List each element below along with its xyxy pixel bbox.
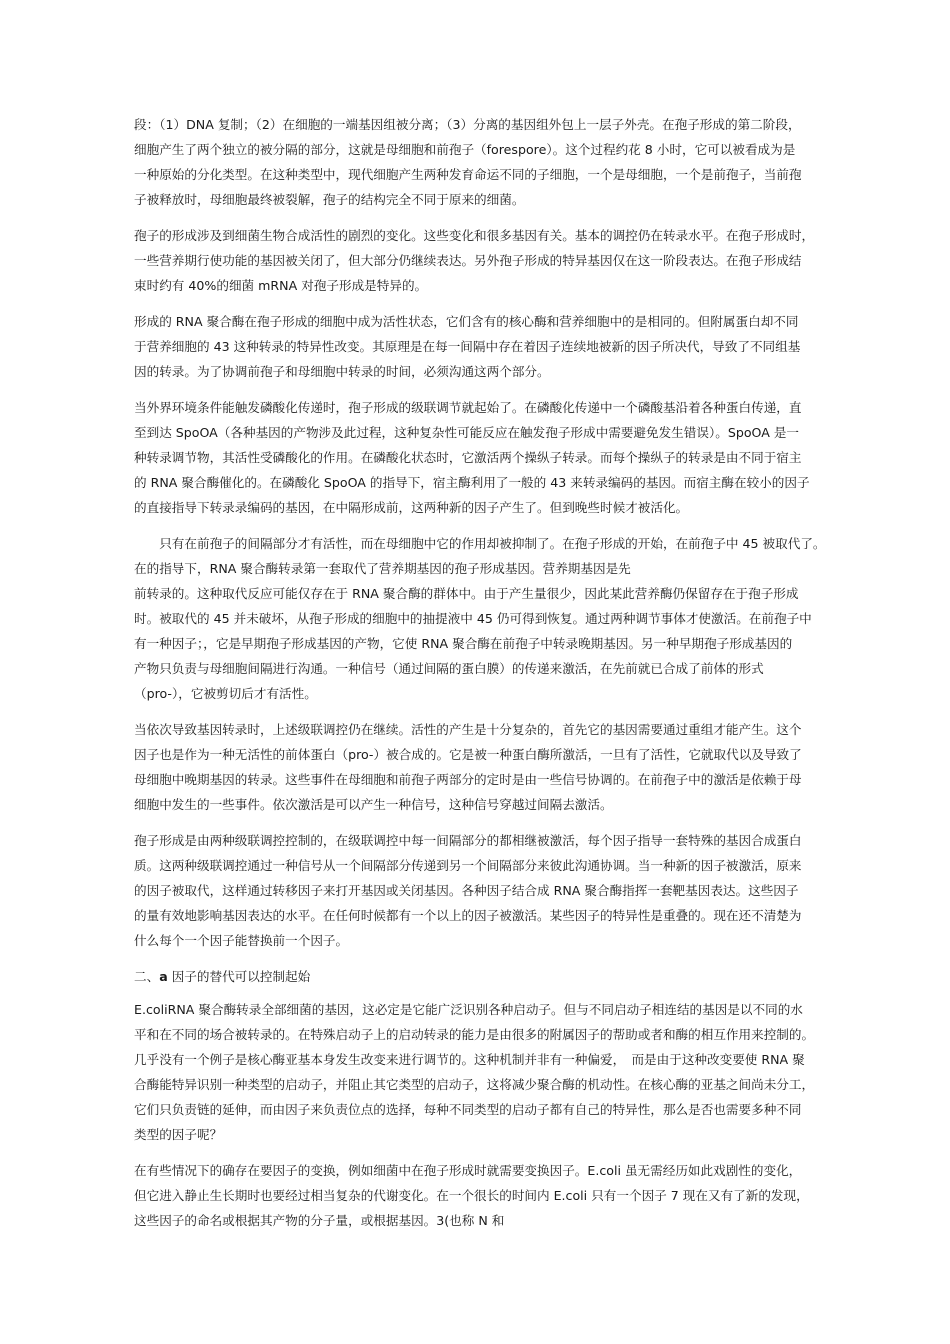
text-line: 的 RNA 聚合酶催化的。在磷酸化 SpoOA 的指导下，宿主酶利用了一般的 43 来转录编码的基因。而宿主酶在较小的因子: [134, 475, 810, 490]
text-line: 子被释放时，母细胞最终被裂解，孢子的结构完全不同于原来的细菌。: [134, 192, 525, 207]
paragraph: [134, 828, 824, 953]
document-page: [134, 112, 824, 1244]
body-text-section-1: [134, 112, 824, 953]
text-line: （pro-），它被剪切后才有活性。: [134, 686, 317, 701]
section-heading: [134, 964, 824, 989]
text-line: 的直接指导下转录录编码的基因，在中隔形成前，这两种新的因子产生了。但到晚些时候才被活化。: [134, 500, 689, 515]
heading-title: 因子的替代可以控制起始: [167, 969, 311, 984]
text-line: 当外界环境条件能触发磷酸化传递时，孢子形成的级联调节就起始了。在磷酸化传递中一个磷酸基沿着各种蛋白传递，直: [134, 400, 802, 415]
text-line: 形成的 RNA 聚合酶在孢子形成的细胞中成为活性状态，它们含有的核心酶和营养细胞中的是相同的。但附属蛋白却不同: [134, 314, 799, 329]
text-line: 细胞产生了两个独立的被分隔的部分，这就是母细胞和前孢子（forespore）。这个过程约花 8 小时，它可以被看成为是: [134, 142, 796, 157]
text-line: 于营养细胞的 43 这种转录的特异性改变。其原理是在每一间隔中存在着因子连续地被新的因子所决代，导致了不同组基: [134, 339, 801, 354]
text-line: 因子也是作为一种无活性的前体蛋白（pro-）被合成的。它是被一种蛋白酶所激活，一旦有了活性，它就取代以及导致了: [134, 747, 802, 762]
text-line: 束时约有 40%的细菌 mRNA 对孢子形成是特异的。: [134, 278, 428, 293]
text-line: 在有些情况下的确存在要因子的变换，例如细菌中在孢子形成时就需要变换因子。E.coli 虽无需经历如此戏剧性的变化，: [134, 1163, 802, 1178]
text-line: 类型的因子呢？: [134, 1127, 223, 1142]
text-line: 什么每个一个因子能替换前一个因子。: [134, 933, 349, 948]
text-line: 只有在前孢子的间隔部分才有活性，而在母细胞中它的作用却被抑制了。在孢子形成的开始，在前孢子中 45 被取代了。: [134, 536, 826, 551]
text-line: 母细胞中晚期基因的转录。这些事件在母细胞和前孢子两部分的定时是由一些信号协调的。在前孢子中的激活是依赖于母: [134, 772, 802, 787]
text-line: 合酶能特异识别一种类型的启动子，并阻止其它类型的启动子，这将减少聚合酶的机动性。在核心酶的亚基之间尚未分工，: [134, 1077, 815, 1092]
text-line: 平和在不同的场合被转录的。在特殊启动子上的启动转录的能力是由很多的附属因子的帮助或者和酶的相互作用来控制的。: [134, 1027, 815, 1042]
text-line: 一些营养期行使功能的基因被关闭了，但大部分仍继续表达。另外孢子形成的特异基因仅在这一阶段表达。在孢子形成结: [134, 253, 802, 268]
text-line: 但它进入静止生长期时也要经过相当复杂的代谢变化。在一个很长的时间内 E.coli 只有一个因子 7 现在又有了新的发现，: [134, 1188, 809, 1203]
text-line: E.coliRNA 聚合酶转录全部细菌的基因，这必定是它能广泛识别各种启动子。但与不同启动子相连结的基因是以不同的水: [134, 1002, 803, 1017]
body-text-section-2: [134, 997, 824, 1233]
paragraph: [134, 395, 824, 520]
text-line: 时。被取代的 45 并未破坏，从孢子形成的细胞中的抽提液中 45 仍可得到恢复。通过两种调节事体才使激活。在前孢子中: [134, 611, 812, 626]
paragraph: [134, 1158, 824, 1233]
text-line: 在的指导下，RNA 聚合酶转录第一套取代了营养期基因的孢子形成基因。营养期基因是先: [134, 561, 631, 576]
text-line: 因的转录。为了协调前孢子和母细胞中转录的时间，必须沟通这两个部分。: [134, 364, 550, 379]
text-line: 种转录调节物，其活性受磷酸化的作用。在磷酸化状态时，它激活两个操纵子转录。而每个操纵子的转录是由不同于宿主: [134, 450, 802, 465]
text-line: 有一种因子；，它是早期孢子形成基因的产物，它使 RNA 聚合酶在前孢子中转录晚期基因。另一种早期孢子形成基因的: [134, 636, 793, 651]
text-line: 它们只负责链的延伸，而由因子来负责位点的选择，每种不同类型的启动子都有自己的特异性，那么是否也需要多种不同: [134, 1102, 802, 1117]
text-line: 孢子的形成涉及到细菌生物合成活性的剧烈的变化。这些变化和很多基因有关。基本的调控仍在转录水平。在孢子形成时，: [134, 228, 815, 243]
text-line: 细胞中发生的一些事件。依次激活是可以产生一种信号，这种信号穿越过间隔去激活。: [134, 797, 613, 812]
paragraph: [134, 531, 824, 706]
text-line: 产物只负责与母细胞间隔进行沟通。一种信号（通过间隔的蛋白膜）的传递来激活，在先前就已合成了前体的形式: [134, 661, 764, 676]
text-line: 孢子形成是由两种级联调控控制的，在级联调控中每一间隔部分的都相继被激活，每个因子指导一套特殊的基因合成蛋白: [134, 833, 802, 848]
text-line: 当依次导致基因转录时，上述级联调控仍在继续。活性的产生是十分复杂的，首先它的基因需要通过重组才能产生。这个: [134, 722, 802, 737]
paragraph: [134, 112, 824, 212]
paragraph: [134, 223, 824, 298]
text-line: 质。这两种级联调控通过一种信号从一个间隔部分传递到另一个间隔部分来彼此沟通协调。当一种新的因子被激活，原来: [134, 858, 802, 873]
heading-prefix: 二、: [134, 969, 160, 984]
text-line: 的因子被取代，这样通过转移因子来打开基因或关闭基因。各种因子结合成 RNA 聚合酶指挥一套靶基因表达。这些因子: [134, 883, 799, 898]
text-line: 几乎没有一个例子是核心酶亚基本身发生改变来进行调节的。这种机制并非有一种偏爱， 而是由于这种改变要使 RNA 聚: [134, 1052, 805, 1067]
heading-sigma-letter: a: [159, 969, 168, 984]
paragraph: [134, 309, 824, 384]
text-line: 的量有效地影响基因表达的水平。在任何时候都有一个以上的因子被激活。某些因子的特异性是重叠的。现在还不清楚为: [134, 908, 802, 923]
text-line: 前转录的。这种取代反应可能仅存在于 RNA 聚合酶的群体中。由于产生量很少，因此某此营养酶仍保留存在于孢子形成: [134, 586, 799, 601]
paragraph: [134, 717, 824, 817]
text-line: 这些因子的命名或根据其产物的分子量，或根据基因。3(也称 N 和: [134, 1213, 505, 1228]
paragraph: [134, 997, 824, 1147]
text-line: 至到达 SpoOA（各种基因的产物涉及此过程，这种复杂性可能反应在触发孢子形成中需要避免发生错误）。SpoOA 是一: [134, 425, 800, 440]
text-line: 段：（1）DNA 复制；（2）在细胞的一端基因组被分离；（3）分离的基因组外包上一层子外壳。在孢子形成的第二阶段，: [134, 117, 801, 132]
text-line: 一种原始的分化类型。在这种类型中，现代细胞产生两种发育命运不同的子细胞，一个是母细胞，一个是前孢子，当前孢: [134, 167, 802, 182]
